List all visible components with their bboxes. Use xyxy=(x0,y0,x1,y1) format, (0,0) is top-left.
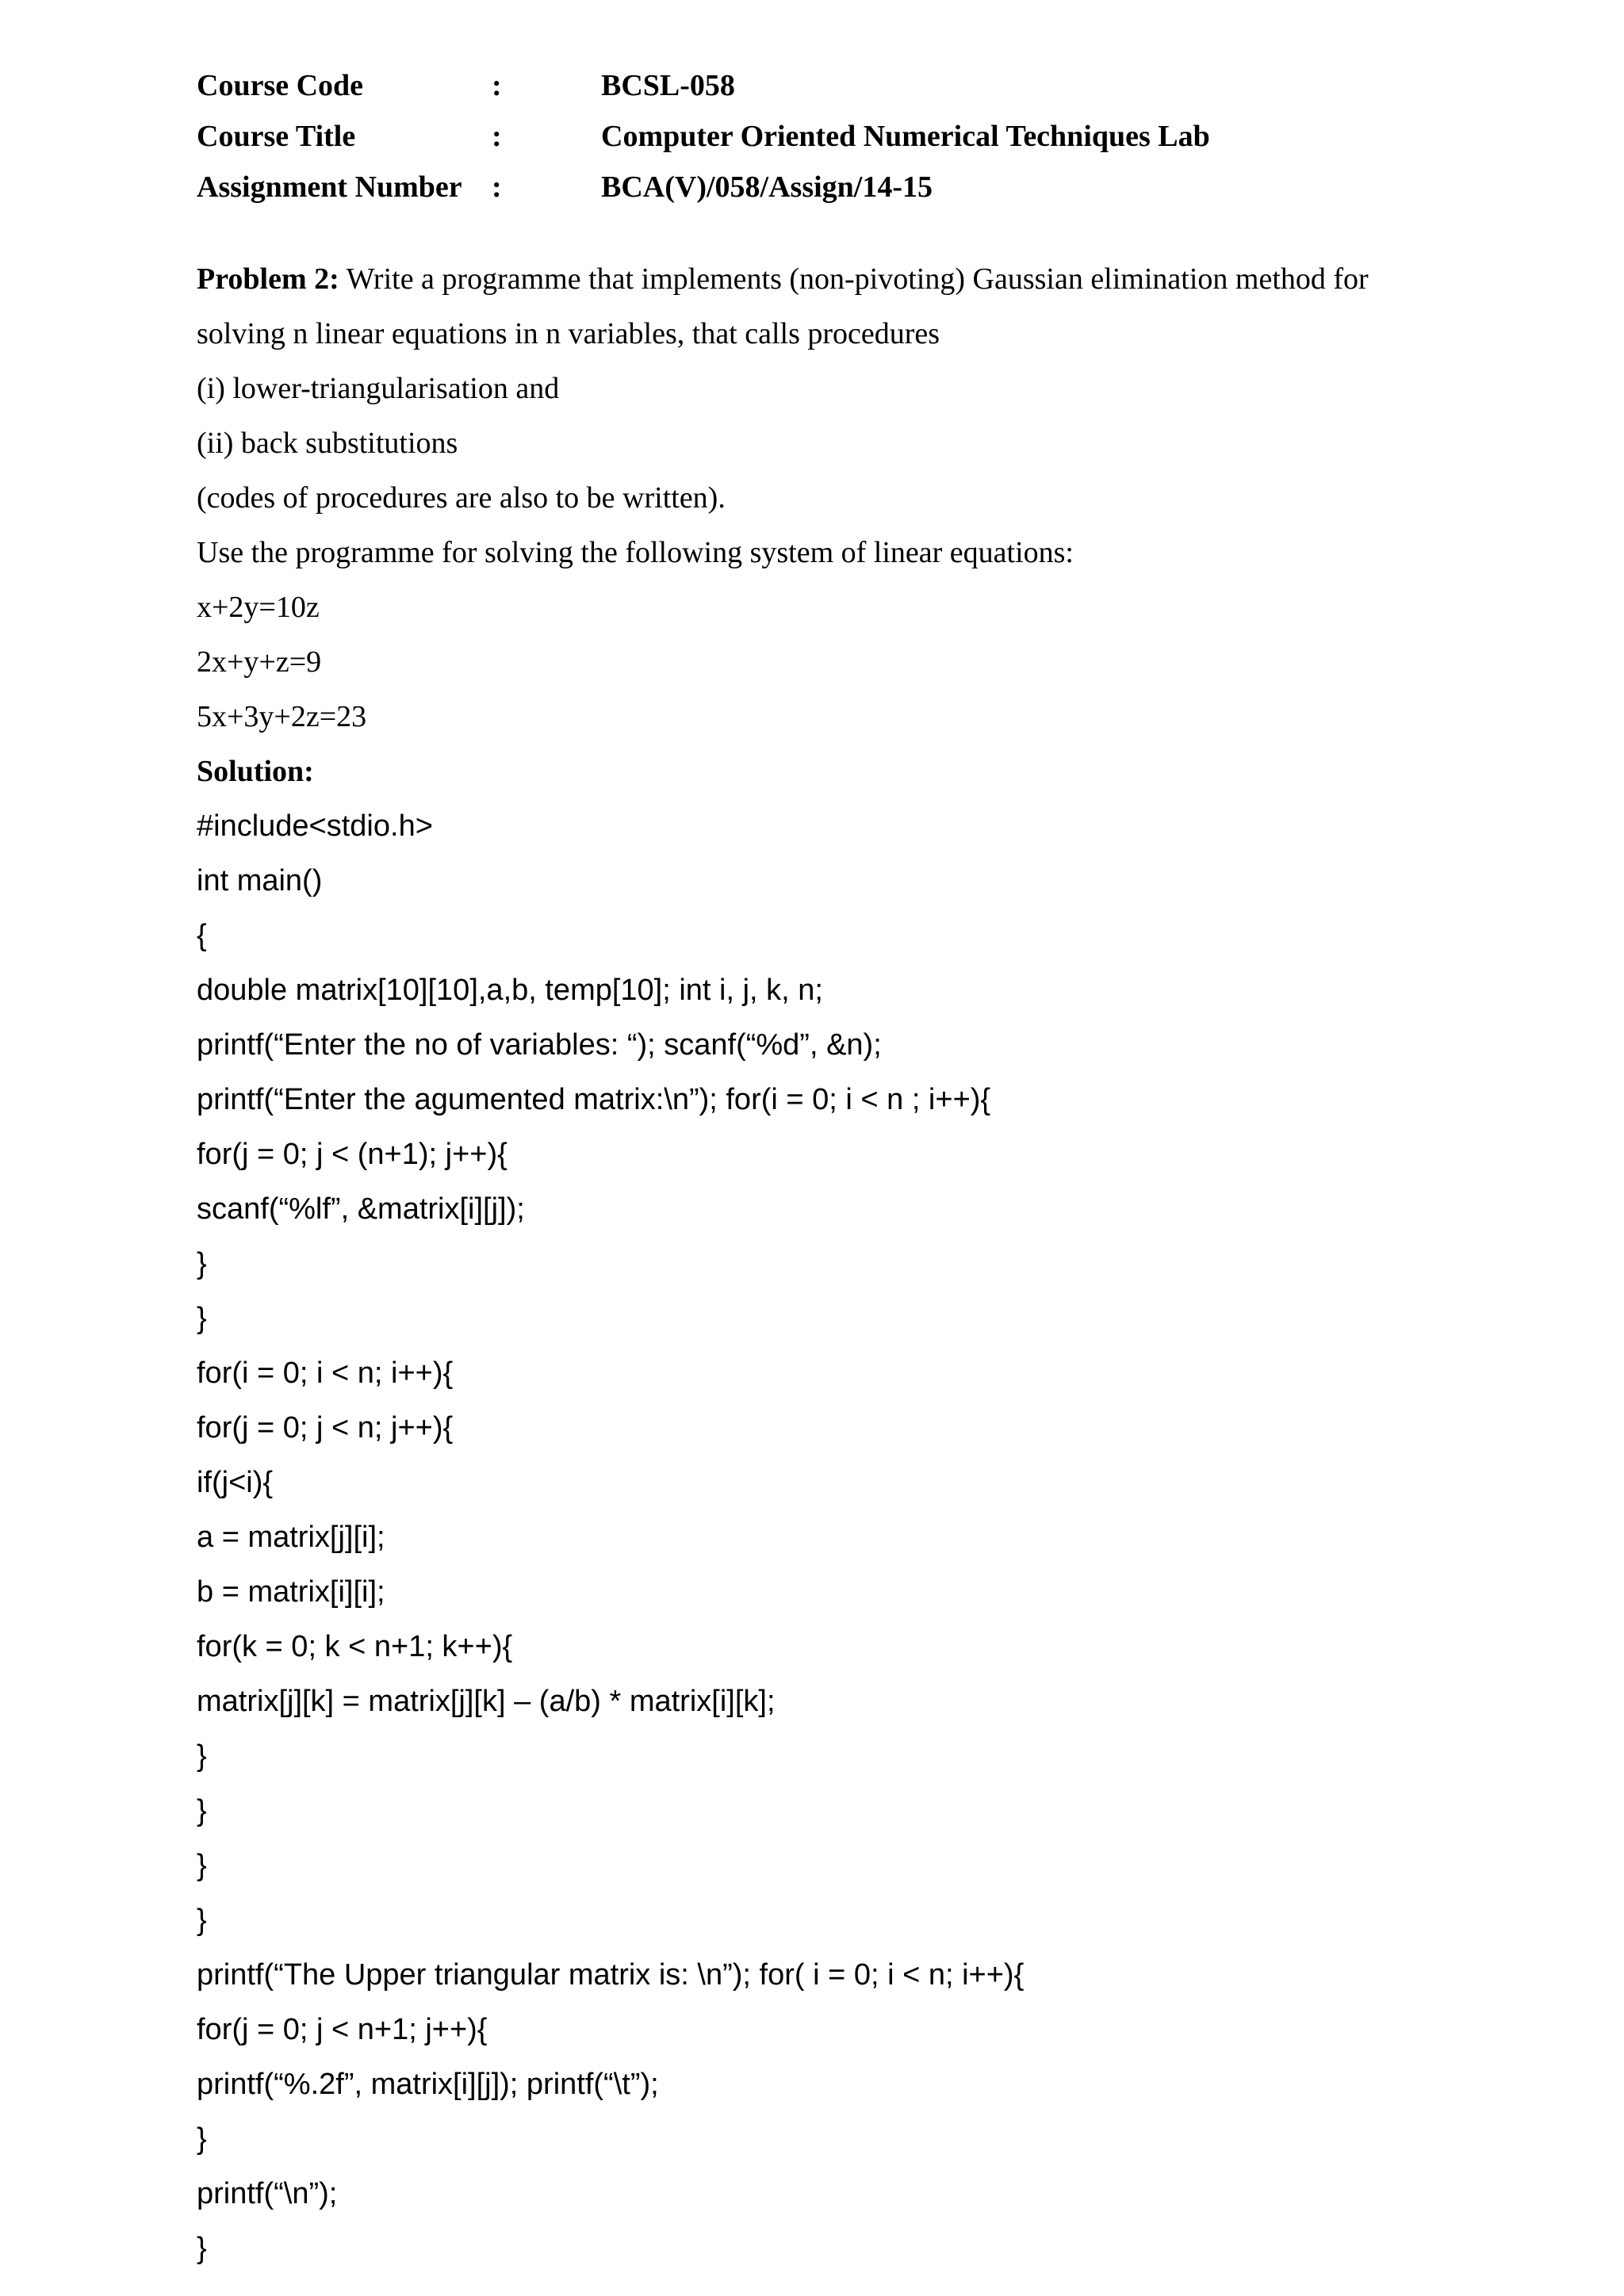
code-line: } xyxy=(197,1739,207,1773)
code-line: printf(“Enter the no of variables: “); scanf(“%d”, &n); xyxy=(197,1028,882,1062)
course-header xyxy=(197,68,1497,220)
course-title-row xyxy=(197,119,1497,170)
code-line: for(k = 0; k < n+1; k++){ xyxy=(197,1630,513,1663)
equation-2: 2x+y+z=9 xyxy=(197,645,322,679)
code-line: } xyxy=(197,2232,207,2265)
problem-text-1: Write a programme that implements (non-pivoting) Gaussian elimination method for xyxy=(339,262,1369,296)
course-code-row xyxy=(197,68,1497,119)
procedure-note: (codes of procedures are also to be written). xyxy=(197,481,726,515)
problem-line-2: solving n linear equations in n variables, that calls procedures xyxy=(197,317,940,350)
problem-heading: Problem 2: xyxy=(197,262,339,296)
solution-code xyxy=(197,799,1497,2276)
assignment-number-row xyxy=(197,170,1497,220)
code-line: #include<stdio.h> xyxy=(197,809,433,843)
usage-instruction: Use the programme for solving the following system of linear equations: xyxy=(197,536,1074,569)
problem-line-1 xyxy=(197,252,1497,307)
assignment-number-value: BCA(V)/058/Assign/14-15 xyxy=(601,170,933,204)
course-title-value: Computer Oriented Numerical Techniques Lab xyxy=(601,120,1210,153)
course-code-label: Course Code xyxy=(197,69,364,102)
assignment-number-colon: : xyxy=(492,170,502,204)
problem-statement xyxy=(197,252,1497,799)
code-line: } xyxy=(197,1794,207,1827)
code-line: double matrix[10][10],a,b, temp[10]; int i, j, k, n; xyxy=(197,974,823,1007)
course-title-colon: : xyxy=(492,120,502,153)
code-line: printf(“\n”); xyxy=(197,2177,338,2210)
equation-1: x+2y=10z xyxy=(197,591,320,624)
code-line: printf(“The Upper triangular matrix is: \n”); for( i = 0; i < n; i++){ xyxy=(197,1958,1025,1992)
code-line: } xyxy=(197,1904,207,1937)
code-line: printf(“%.2f”, matrix[i][j]); printf(“\t”); xyxy=(197,2068,659,2101)
code-line: matrix[j][k] = matrix[j][k] – (a/b) * matrix[i][k]; xyxy=(197,1685,776,1718)
assignment-number-label: Assignment Number xyxy=(197,170,462,204)
code-line: printf(“Enter the agumented matrix:\n”); for(i = 0; i < n ; i++){ xyxy=(197,1083,991,1116)
document-page xyxy=(197,68,1497,2276)
solution-heading: Solution: xyxy=(197,755,314,788)
code-line: if(j<i){ xyxy=(197,1466,274,1499)
course-code-value: BCSL-058 xyxy=(601,69,735,102)
equation-3: 5x+3y+2z=23 xyxy=(197,700,367,733)
code-line: } xyxy=(197,1247,207,1280)
code-line: b = matrix[i][i]; xyxy=(197,1575,385,1609)
code-line: for(j = 0; j < n; j++){ xyxy=(197,1411,454,1445)
code-line: a = matrix[j][i]; xyxy=(197,1521,385,1554)
code-line: for(j = 0; j < n+1; j++){ xyxy=(197,2013,488,2046)
code-line: for(j = 0; j < (n+1); j++){ xyxy=(197,1138,508,1171)
code-line: } xyxy=(197,1849,207,1882)
procedure-item-2: (ii) back substitutions xyxy=(197,427,458,460)
code-line: scanf(“%lf”, &matrix[i][j]); xyxy=(197,1192,525,1226)
course-title-label: Course Title xyxy=(197,120,356,153)
code-line: } xyxy=(197,2122,207,2156)
code-line: for(i = 0; i < n; i++){ xyxy=(197,1357,454,1390)
code-line: { xyxy=(197,919,207,952)
course-code-colon: : xyxy=(492,69,502,102)
code-line: } xyxy=(197,1302,207,1335)
code-line: int main() xyxy=(197,864,323,897)
procedure-item-1: (i) lower-triangularisation and xyxy=(197,372,560,405)
